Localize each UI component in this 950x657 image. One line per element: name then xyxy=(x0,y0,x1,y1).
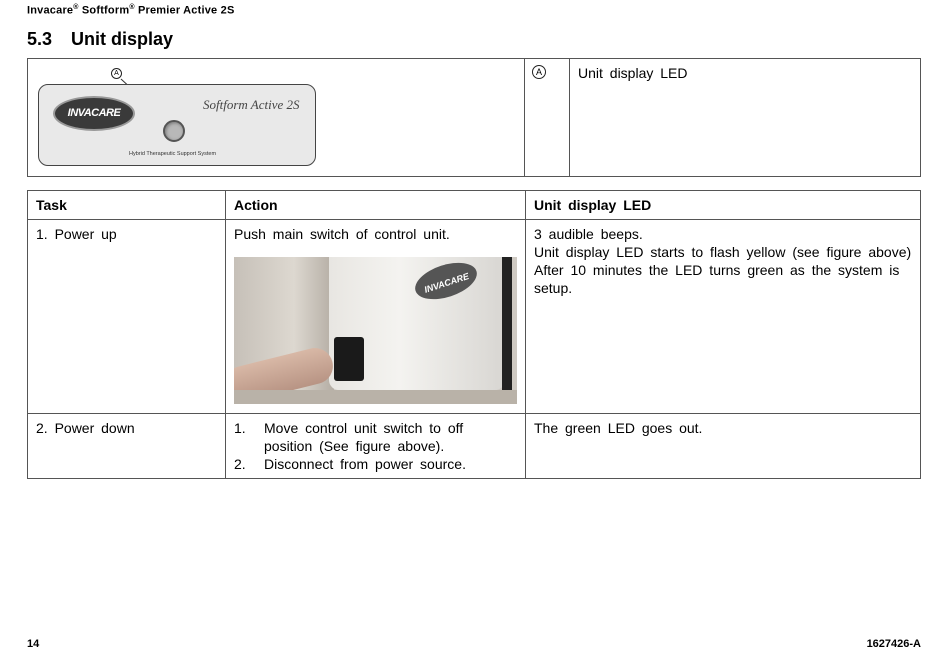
page-number: 14 xyxy=(27,638,40,650)
legend-letter-cell xyxy=(525,59,570,176)
callout-letter: A xyxy=(111,68,122,79)
table-row xyxy=(28,220,921,414)
led-line: After 10 minutes the LED turns green as the system is setup. xyxy=(534,262,900,296)
section-number: 5.3 xyxy=(27,29,53,49)
reg-mark: ® xyxy=(73,4,79,11)
led-line: 3 audible beeps. xyxy=(534,226,643,242)
table-header-row xyxy=(28,191,921,220)
step-text: Move control unit switch to off position (See figure above). xyxy=(264,420,464,454)
action-cell xyxy=(226,414,526,479)
step-number: 2. xyxy=(234,456,246,472)
photo-cable xyxy=(502,257,512,404)
header-product-b: Premier Active 2S xyxy=(137,4,235,17)
section-title xyxy=(27,29,173,50)
task-table xyxy=(27,190,921,479)
control-panel-illustration xyxy=(38,84,316,166)
task-cell: 2. Power down xyxy=(28,414,226,479)
figure-table xyxy=(27,58,921,177)
unit-display-led xyxy=(163,120,185,142)
photo-main-switch xyxy=(334,337,364,381)
photo-floor xyxy=(234,390,517,404)
action-text: Push main switch of control unit. xyxy=(234,226,450,242)
header-brand: Invacare xyxy=(27,4,74,17)
step-number: 1. xyxy=(234,420,246,436)
product-brand-text: Softform Active 2S xyxy=(203,97,300,112)
product-subtitle: Hybrid Therapeutic Support System xyxy=(129,151,217,157)
step-text: Disconnect from power source. xyxy=(264,456,466,472)
column-header-led: Unit display LED xyxy=(526,191,921,220)
legend-text: Unit display LED xyxy=(578,65,688,81)
control-unit-photo xyxy=(234,257,517,404)
task-cell: 1. Power up xyxy=(28,220,226,414)
list-item xyxy=(234,419,517,455)
table-row xyxy=(28,414,921,479)
action-cell xyxy=(226,220,526,414)
legend-letter: A xyxy=(532,65,546,79)
column-header-task: Task xyxy=(28,191,226,220)
section-heading: Unit display xyxy=(71,29,174,49)
running-header xyxy=(27,4,234,17)
header-product-a: Softform xyxy=(81,4,130,17)
led-cell xyxy=(526,220,921,414)
led-line: The green LED goes out. xyxy=(534,420,703,436)
list-item xyxy=(234,455,517,473)
logo-text: INVACARE xyxy=(67,107,121,119)
figure-cell xyxy=(28,59,525,176)
column-header-action: Action xyxy=(226,191,526,220)
led-cell xyxy=(526,414,921,479)
invacare-logo xyxy=(53,96,135,131)
led-line: Unit display LED starts to flash yellow (see figure above) xyxy=(534,244,912,260)
document-id: 1627426-A xyxy=(866,638,921,650)
action-steps-list xyxy=(234,419,517,473)
photo-logo-text: INVACARE xyxy=(423,270,471,295)
reg-mark: ® xyxy=(129,4,135,11)
